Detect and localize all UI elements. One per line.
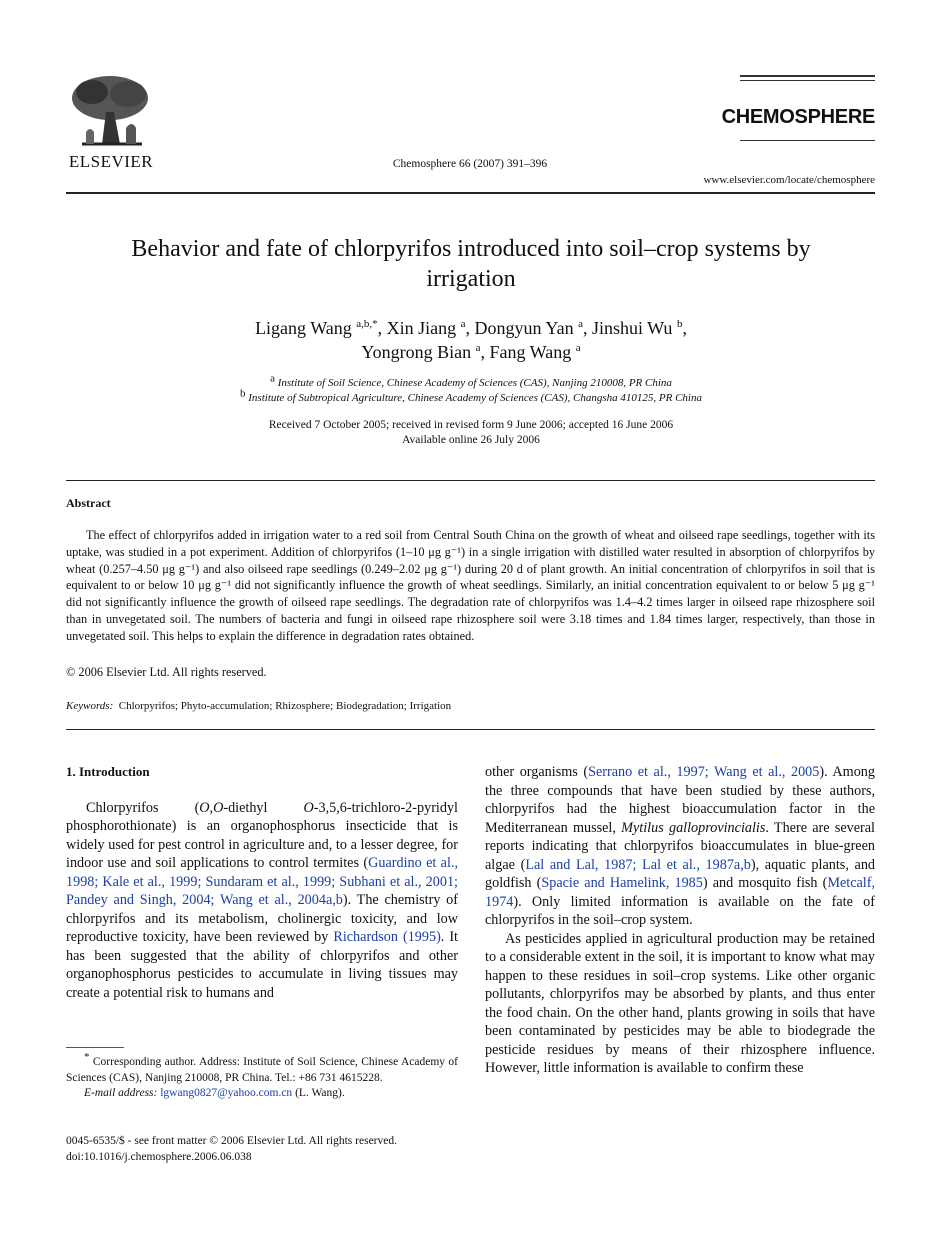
italic-term: O (303, 799, 314, 816)
author-affiliation-mark: a (475, 342, 481, 354)
article-title: Behavior and fate of chlorpyrifos introduced into soil–crop systems by irrigation (131, 236, 811, 292)
paragraph-text: . There are several reports indicating that chlorpyrifos bioaccumulates in blue-green algae ( (485, 819, 875, 873)
received-dates: Received 7 October 2005; received in revised form 9 June 2006; accepted 16 June 2006 (268, 419, 674, 431)
paragraph-text: , (209, 799, 214, 816)
author-affiliation-mark: a (460, 318, 466, 330)
citation-link[interactable]: Guardino et al., 1998; Kale et al., 1999; Sundaram et al., 1999; Subhani et al., 2001; Pandey and Singh, 2004; Wang et al., 2004a,b (66, 855, 459, 908)
journal-url-link[interactable]: www.elsevier.com/locate/chemosphere (703, 174, 875, 186)
doi-line: doi:10.1016/j.chemosphere.2006.06.038 (66, 1150, 252, 1163)
article-history (100, 418, 842, 448)
affiliation-text: Institute of Subtropical Agriculture, Chinese Academy of Sciences (CAS), Changsha 410125, PR China (245, 392, 702, 404)
available-online: Available online 26 July 2006 (402, 434, 540, 446)
email-suffix: (L. Wang). (295, 1087, 345, 1099)
keywords (66, 700, 875, 712)
paragraph-text: Chlorpyrifos ( (86, 799, 200, 816)
intro-paragraph-2: As pesticides applied in agricultural production may be retained to a considerable extent in the soil, it is important to know what may happen to these residues in soil–crop systems. Like other organic pollutants, chlorpyrifos may be absorbed by plants, and thus enter the food chain. On the other hand, plants growing in soils that have been contaminated by pesticides may be able to biodegrade the pesticide residues by means of their rhizosphere influence. However, little information is available to confirm these (485, 930, 875, 1076)
affiliation-mark: a (270, 372, 275, 385)
keywords-list: Chlorpyrifos; Phyto-accumulation; Rhizosphere; Biodegradation; Irrigation (118, 700, 452, 712)
footnote-divider (66, 1047, 124, 1048)
intro-paragraph-continued (485, 763, 875, 930)
citation-link[interactable]: Lal and Lal, 1987; Lal et al., 1987a,b (525, 856, 751, 873)
affiliation-list (100, 372, 842, 406)
paragraph-text: ). Only limited information is available on the fate of chlorpyrifos in the soil–crop system. (485, 893, 875, 928)
paragraph-text: ). The chemistry of chlorpyrifos and its metabolism, cholinergic toxicity, and low reproductive toxicity, have been reviewed by (66, 892, 458, 945)
paragraph-text: ) and mosquito fish ( (702, 875, 828, 891)
author-affiliation-mark: a,b,* (356, 318, 378, 330)
header-divider (66, 192, 875, 194)
footnote-text: Corresponding author. Address: Institute of Soil Science, Chinese Academy of Sciences (CAS), Nanjing 210008, PR China. Tel.: +86 731 4615228. (66, 1056, 459, 1084)
paragraph-text: ). Among the three compounds that have been studied by these authors, chlorpyrifos had the highest bioaccumulation factor in the Mediterranean mussel, (485, 764, 875, 836)
publisher-name: ELSEVIER (68, 152, 154, 171)
issn-line: 0045-6535/$ - see front matter © 2006 Elsevier Ltd. All rights reserved. (66, 1135, 397, 1147)
author-name: Dongyun Yan (474, 318, 579, 338)
citation-link[interactable]: Serrano et al., 1997; Wang et al., 2005 (588, 764, 820, 780)
affiliation (100, 372, 842, 391)
author-affiliation-mark: a (575, 342, 581, 354)
section-heading: 1. Introduction (66, 764, 150, 779)
email-label: E-mail address: (84, 1087, 158, 1099)
abstract-top-divider (66, 480, 875, 481)
author-name: Jinshui Wu (591, 318, 677, 338)
abstract-bottom-divider (66, 729, 875, 730)
paragraph-text: . It has been suggested that the ability of chlorpyrifos and other organophosphorus pesticides to accumulate in living tissues may create a potential risk to humans and (66, 929, 459, 1001)
italic-term: O (199, 799, 210, 816)
intro-paragraph-1 (66, 799, 458, 1003)
footnote-mark: * (84, 1051, 90, 1064)
author-affiliation-mark: a (578, 318, 583, 330)
citation-link[interactable]: Spacie and Hamelink, 1985 (541, 875, 703, 891)
author-affiliation-mark: b (676, 318, 683, 330)
author-name: Yongrong Bian (361, 342, 476, 362)
author-name: Xin Jiang (386, 318, 461, 338)
journal-name: CHEMOSPHERE (721, 106, 875, 128)
paragraph-text: -diethyl (223, 799, 304, 816)
email-link[interactable]: lgwang0827@yahoo.com.cn (160, 1087, 293, 1099)
paragraph-text: ), aquatic plants, and goldfish ( (485, 856, 876, 891)
author-name: Fang Wang (489, 342, 576, 362)
abstract-body: The effect of chlorpyrifos added in irrigation water to a red soil from Central South China on the growth of wheat and oilseed rape seedlings, together with its uptake, was studied in a pot experiment. Addition of chlorpyrifos (1–10 μg g⁻¹) in a single irrigation with distilled water resulted in absorption of chlorpyrifos by wheat (0.257–4.50 μg g⁻¹) and also oilseed rape seedlings (0.249–2.02 μg g⁻¹) during 20 d of plant growth. An initial concentration of chlorpyrifos in soil that is equivalent to or below 10 μg g⁻¹ did not significantly influence the growth of wheat seedlings. Similarly, an initial concentration equivalent to or below 5 μg g⁻¹ did not significantly influence the growth of oilseed rape seedlings. The degradation rate of chlorpyrifos was 1.4–4.2 times larger in oilseed rape rhizosphere soil than in unvegetated soil. The numbers of bacteria and fungi in oilseed rape rhizosphere soil were 3.18 times and 1.84 times larger, respectively, than those in unvegetated soil. This helps to explain the difference in degradation rates obtained. (66, 528, 875, 643)
journal-rule (740, 80, 875, 81)
italic-term: Mytilus galloprovincialis (621, 819, 766, 836)
author-list: Ligang Wang $^{a,b,*}$, Xin Jiang $^a$, Dongyun Yan $^a$, Jinshui Wu $^b$, Yongrong Bian $^a$, Fang Wang $^a$ (255, 318, 687, 362)
citation-link[interactable]: Metcalf, 1974 (485, 875, 876, 910)
journal-rule (740, 140, 875, 141)
right-column (485, 763, 875, 1078)
citation-link[interactable]: Richardson (1995) (333, 929, 441, 945)
footnote (66, 1051, 459, 1102)
tree-logo-icon (62, 72, 160, 152)
abstract-heading: Abstract (66, 496, 111, 510)
affiliation (100, 387, 842, 406)
paragraph-text: -3,5,6-trichloro-2-pyridyl phosphorothionate) is an organophosphorus insecticide that is widely used for pest control in agriculture and, to a lesser degree, for indoor use and soil applications to control termites ( (66, 799, 458, 871)
footnote-email-line (66, 1086, 458, 1102)
front-matter (66, 1134, 566, 1165)
journal-rule (740, 75, 875, 77)
footnote-author (66, 1051, 459, 1086)
abstract-copyright: © 2006 Elsevier Ltd. All rights reserved. (66, 665, 267, 679)
affiliation-mark: b (240, 387, 246, 400)
journal-citation: Chemosphere 66 (2007) 391–396 (392, 158, 548, 170)
paragraph-text: other organisms ( (485, 764, 589, 780)
italic-term: O (213, 799, 224, 816)
left-column (66, 763, 458, 1002)
author-name: Ligang Wang (255, 318, 357, 338)
affiliation-text: Institute of Soil Science, Chinese Academy of Sciences (CAS), Nanjing 210008, PR China (274, 377, 672, 389)
keywords-label: Keywords: (66, 700, 114, 712)
